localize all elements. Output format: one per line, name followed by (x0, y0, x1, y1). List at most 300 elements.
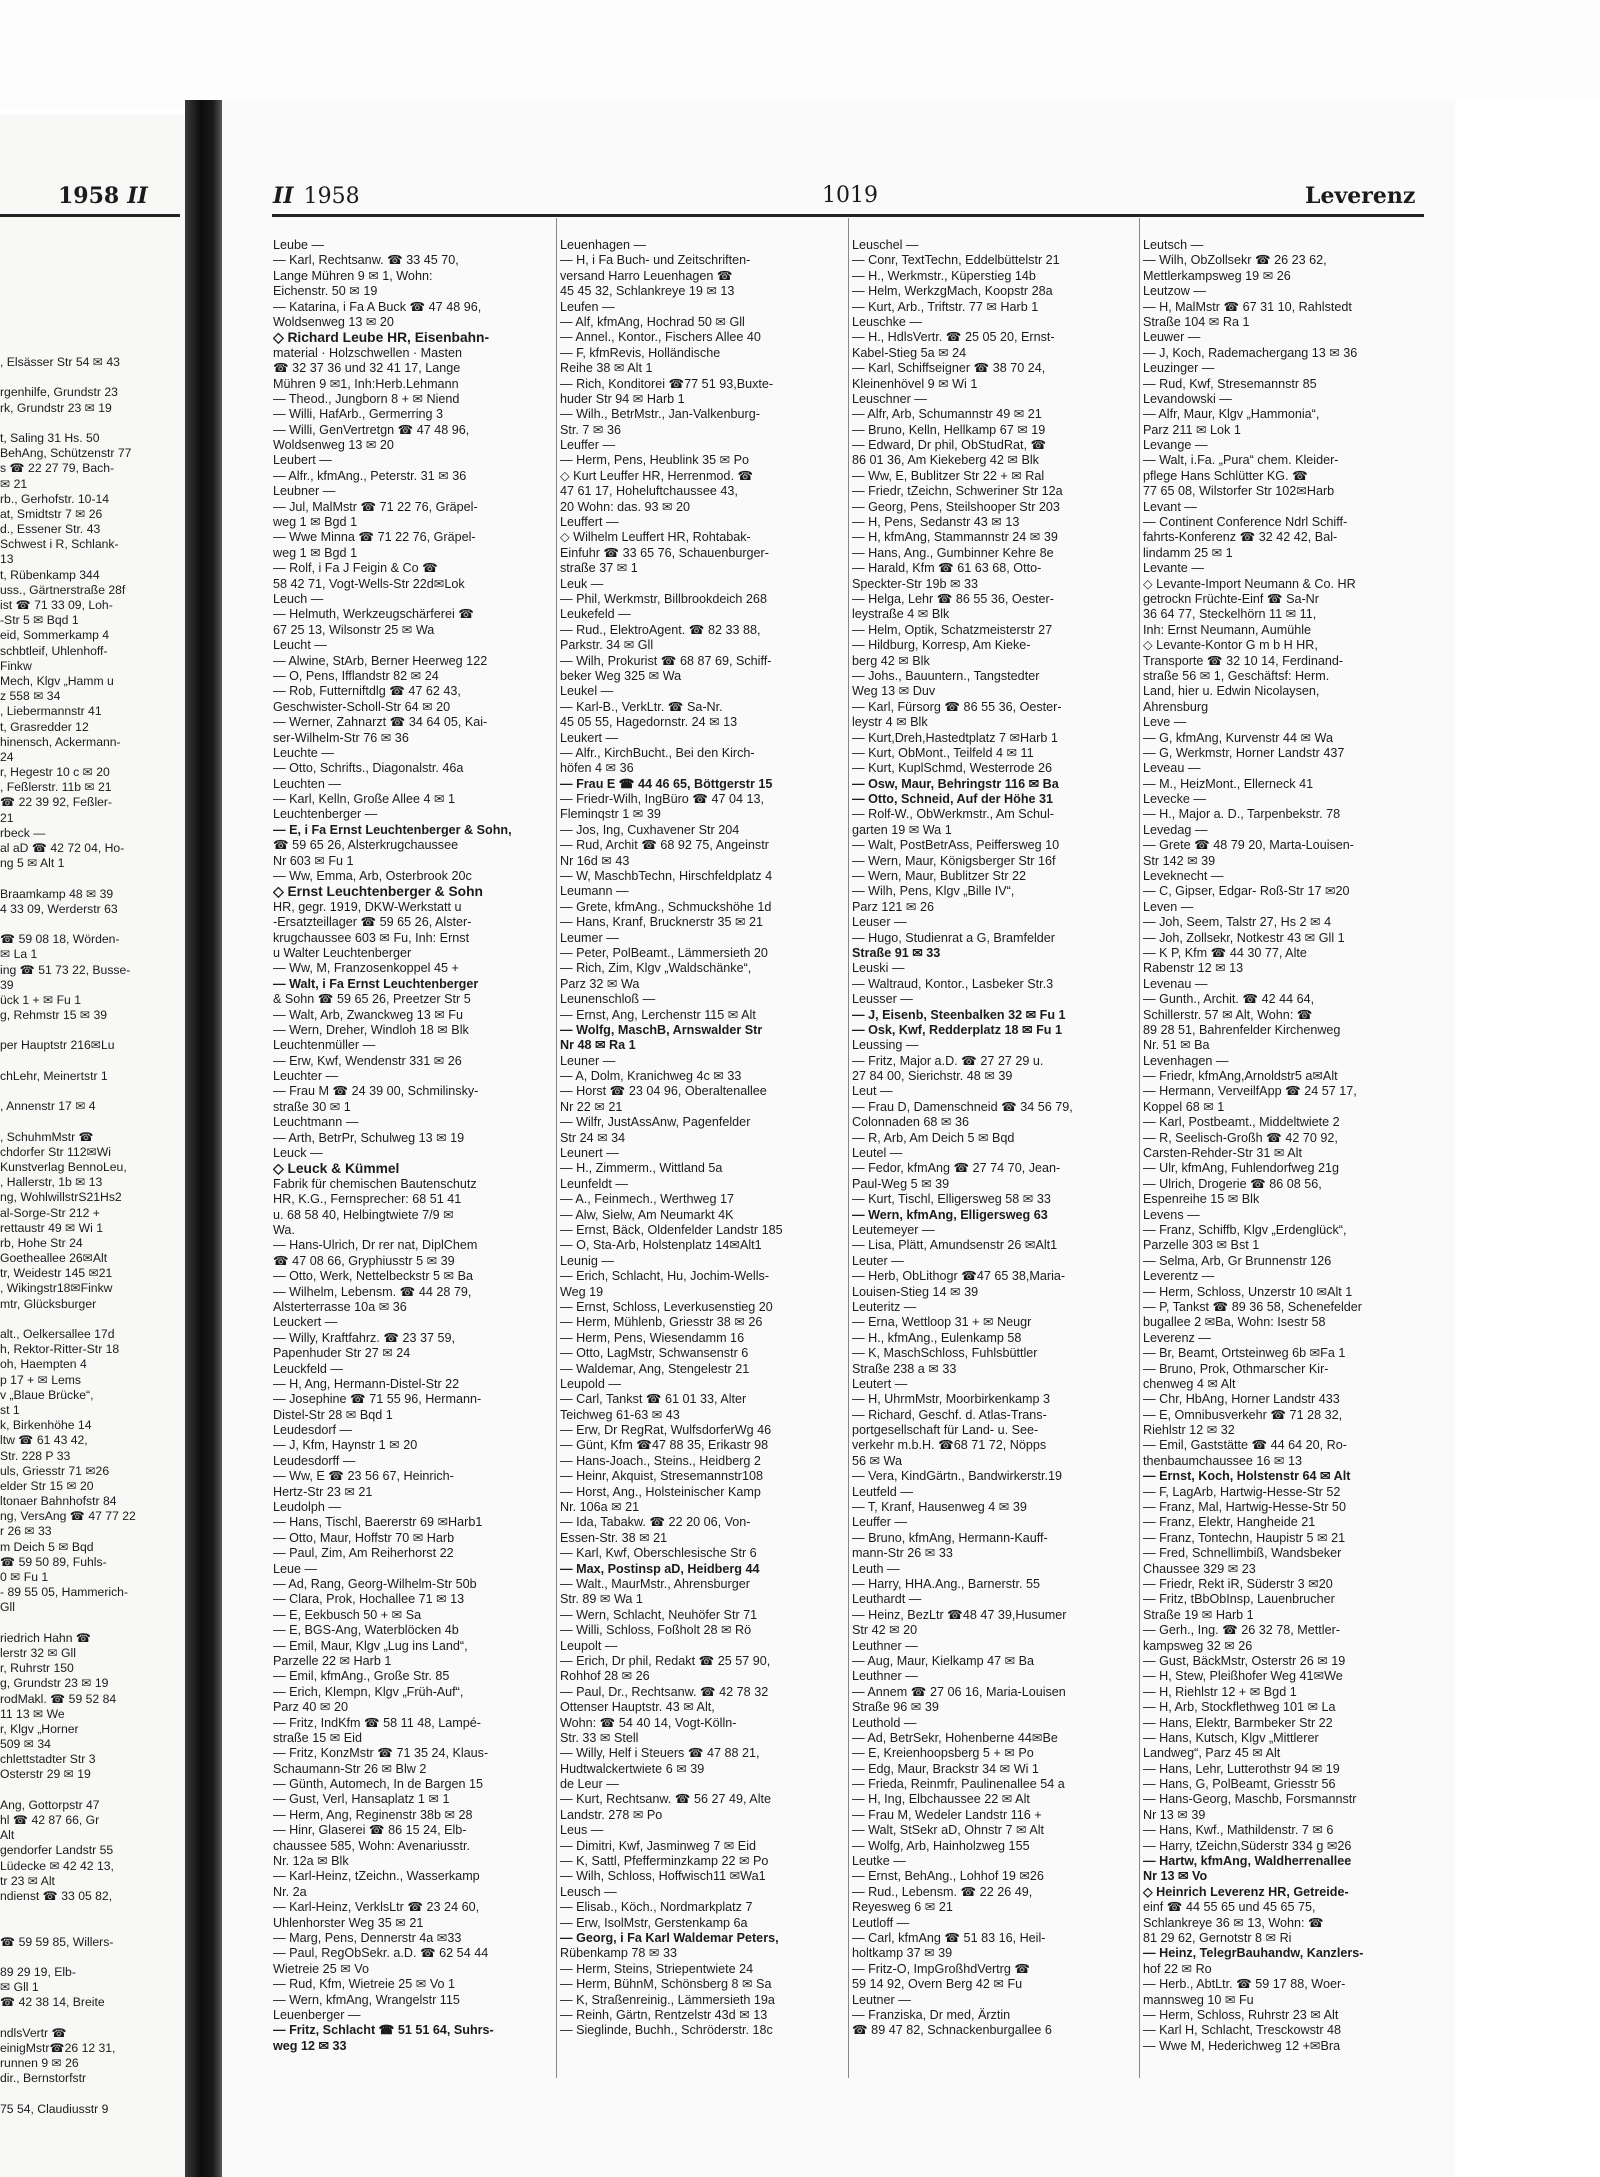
directory-entry-line: — Hans, Kutsch, Klgv „Mittlerer (1143, 1730, 1319, 1745)
directory-entry-line: Straße 91 ✉ 33 (852, 945, 941, 960)
directory-entry-line: — Wilh., BetrMstr., Jan-Valkenburg- (560, 407, 760, 422)
directory-entry-line: — F, kfmRevis, Holländische (560, 345, 721, 360)
previous-page-line: rgenhilfe, Grundstr 23 (0, 385, 118, 400)
directory-entry-line: — Georg, i Fa Karl Waldemar Peters, (560, 1930, 779, 1945)
directory-entry-line: Leuzinger — (1143, 361, 1215, 376)
previous-page-line: Goetheallee 26✉Alt (0, 1251, 108, 1266)
directory-entry-line: — Kurt, Rechtsanw. ☎ 56 27 49, Alte (560, 1792, 771, 1807)
previous-page-line: ltonaer Bahnhofstr 84 (0, 1494, 117, 1509)
directory-entry-line: — J, Eisenb, Steenbalken 32 ✉ Fu 1 (852, 1007, 1066, 1022)
previous-page-line: 13 (0, 552, 14, 567)
directory-entry-line: Kleinenhövel 9 ✉ Wi 1 (852, 376, 978, 391)
directory-entry-line: Str 24 ✉ 34 (560, 1130, 626, 1145)
directory-entry-line: Carsten-Rehder-Str 31 ✉ Alt (1143, 1146, 1302, 1161)
directory-entry-line: Leuter — (852, 1253, 904, 1268)
previous-page-line: per Hauptstr 216✉Lu (0, 1038, 115, 1053)
directory-entry-line: — Friedr, kfmAng,Arnoldstr5 a✉Alt (1143, 1069, 1338, 1084)
directory-entry-line: — Hans-Ulrich, Dr rer nat, DiplChem (273, 1238, 478, 1253)
directory-entry-line: — Franz, Elektr, Hangheide 21 (1143, 1515, 1316, 1530)
directory-entry-line: — J, Kfm, Haynstr 1 ✉ 20 (273, 1438, 418, 1453)
directory-entry-line: Levenhagen — (1143, 1053, 1229, 1068)
previous-page-line: uls, Griesstr 71 ✉26 (0, 1463, 110, 1478)
directory-entry-line: Parz 211 ✉ Lok 1 (1143, 422, 1241, 437)
directory-entry-line: Leupold — (560, 1376, 621, 1391)
directory-entry-line: — Erich, Klempn, Klgv „Früh-Auf“, (273, 1684, 464, 1699)
directory-entry-line: höfen 4 ✉ 36 (560, 761, 634, 776)
directory-entry-line: — Clara, Prok, Hochallee 71 ✉ 13 (273, 1592, 465, 1607)
previous-page-line (0, 2086, 185, 2101)
directory-entry-line: Speckter-Str 19b ✉ 33 (852, 576, 979, 591)
directory-entry-line: — Herm, Mühlenb, Griesstr 38 ✉ 26 (560, 1315, 763, 1330)
directory-entry-line: — Alwine, StArb, Berner Heerweg 122 (273, 653, 488, 668)
directory-entry-line: — Otto, Schrifts., Diagonalstr. 46a (273, 761, 464, 776)
directory-entry-line: — Otto, Schneid, Auf der Höhe 31 (852, 792, 1054, 807)
directory-entry-line: — Friedr-Wilh, IngBüro ☎ 47 04 13, (560, 792, 764, 807)
directory-entry-line: — Werner, Zahnarzt ☎ 34 64 05, Kai- (273, 715, 488, 730)
directory-entry-line: — Hans-Joach., Steins., Heidberg 2 (560, 1453, 761, 1468)
directory-entry-line: — Frau M ☎ 24 39 00, Schmilinsky- (273, 1084, 479, 1099)
directory-entry-line: — Wolfg, MaschB, Arnswalder Str (560, 1022, 763, 1037)
directory-entry-line: Leuthardt — (852, 1592, 922, 1607)
directory-entry-line: — O, Pens, Ifflandstr 82 ✉ 24 (273, 668, 439, 683)
previous-page-line: tr, Weidestr 145 ✉21 (0, 1266, 113, 1281)
directory-entry-line: — Paul, Zim, Am Reiherhorst 22 (273, 1546, 454, 1561)
directory-entry-line: — Wilhelm, Lebensm. ☎ 44 28 79, (273, 1284, 472, 1299)
directory-entry-line: — H, Ang, Hermann-Distel-Str 22 (273, 1376, 460, 1391)
directory-entry-line: — Wilfr, JustAssAnw, Pagenfelder (560, 1115, 751, 1130)
page-number: 1019 (822, 183, 878, 208)
directory-entry-line: krugchaussee 603 ✉ Fu, Inh: Ernst (273, 930, 470, 945)
previous-page-line (0, 1616, 185, 1631)
previous-page-line: ltw ☎ 61 43 42, (0, 1433, 88, 1448)
directory-entry-line: — Paul, RegObSekr. a.D. ☎ 62 54 44 (273, 1946, 489, 1961)
directory-entry-line: — Joh, Seem, Talstr 27, Hs 2 ✉ 4 (1143, 915, 1332, 930)
directory-entry-line: — Gust, BäckMstr, Osterstr 26 ✉ 19 (1143, 1653, 1346, 1668)
directory-entry-line: — Josephine ☎ 71 55 96, Hermann- (273, 1392, 482, 1407)
directory-entry-line: Leutzow — (1143, 284, 1206, 299)
directory-entry-line: Inh: Ernst Neumann, Aumühle (1143, 622, 1312, 637)
directory-entry-line: Hertz-Str 23 ✉ 21 (273, 1484, 373, 1499)
directory-entry-line: — Franz, Mal, Hartwig-Hesse-Str 50 (1143, 1500, 1346, 1515)
directory-entry-line: — Herm, Ang, Reginenstr 38b ✉ 28 (273, 1807, 473, 1822)
directory-entry-line: Leveau — (1143, 761, 1201, 776)
previous-page-line: Finkw (0, 658, 32, 673)
directory-entry-line: Fleminqstr 1 ✉ 39 (560, 807, 661, 822)
directory-entry-line: — Erw, IsolMstr, Gerstenkamp 6a (560, 1915, 748, 1930)
previous-page-line: Ang, Gottorpstr 47 (0, 1797, 100, 1812)
directory-entry-line: — Fritz, KonzMstr ☎ 71 35 24, Klaus- (273, 1746, 489, 1761)
directory-entry-line: Weg 13 ✉ Duv (852, 684, 936, 699)
directory-entry-line: — Friedr, tZeichn, Schweriner Str 12a (852, 484, 1063, 499)
directory-entry-line: Leuffer — (560, 438, 616, 453)
directory-entry-line: — Hinr, Glaserei ☎ 86 15 24, Elb- (273, 1823, 467, 1838)
directory-entry-line: Riehlstr 12 ✉ 32 (1143, 1423, 1235, 1438)
previous-page-line (0, 1904, 185, 1919)
directory-entry-line: — J, Koch, Rademachergang 13 ✉ 36 (1143, 345, 1358, 360)
directory-entry-line: — Wilh, Schloss, Hoffwisch11 ✉Wa1 (560, 1869, 766, 1884)
directory-entry-line: — Walt, i.Fa. „Pura“ chem. Kleider- (1143, 453, 1339, 468)
directory-entry-line: -Ersatzteillager ☎ 59 65 26, Alster- (273, 915, 472, 930)
directory-entry-line: 77 65 08, Wilstorfer Str 102✉Harb (1143, 484, 1335, 499)
directory-entry-line: — Selma, Arb, Gr Brunnenstr 126 (1143, 1253, 1332, 1268)
previous-page-line: , Elsässer Str 54 ✉ 43 (0, 355, 120, 369)
directory-entry-line: Woldsenweg 13 ✉ 20 (273, 438, 394, 453)
directory-entry-line: Parz 121 ✉ 26 (852, 899, 934, 914)
previous-page-line: rbeck — (0, 825, 46, 840)
directory-entry-line: Chaussee 329 ✉ 23 (1143, 1561, 1256, 1576)
previous-page-line (0, 1023, 185, 1038)
directory-entry-line: Leupolt — (560, 1638, 618, 1653)
directory-entry-line: ◇ Levante-Import Neumann & Co. HR (1143, 576, 1356, 591)
directory-entry-line: — Emil, Maur, Klgv „Lug ins Land“, (273, 1638, 468, 1653)
directory-entry-line: — Lisa, Plätt, Amundsenstr 26 ✉Alt1 (852, 1238, 1058, 1253)
directory-entry-line: ◇ Levante-Kontor G m b H HR, (1143, 638, 1318, 653)
previous-page-line: eid, Sommerkamp 4 (0, 628, 110, 643)
directory-entry-line: Eichenstr. 50 ✉ 19 (273, 284, 378, 299)
directory-entry-line: — Erich, Schlacht, Hu, Jochim-Wells- (560, 1269, 770, 1284)
directory-entry-line: & Sohn ☎ 59 65 26, Preetzer Str 5 (273, 992, 471, 1007)
directory-entry-line: — H, Riehlstr 12 + ✉ Bgd 1 (1143, 1684, 1297, 1699)
directory-entry-line: weg 1 ✉ Bgd 1 (273, 515, 358, 530)
previous-page-line: st 1 (0, 1402, 20, 1417)
directory-entry-line: — H, MalMstr ☎ 67 31 10, Rahlstedt (1143, 299, 1352, 314)
directory-entry-line: Nr 13 ✉ Vo (1143, 1869, 1208, 1884)
previous-page-line: t, Grasredder 12 (0, 719, 89, 734)
directory-entry-line: Leuschke — (852, 314, 923, 329)
previous-page-line: einigMstr☎26 12 31, (0, 2040, 116, 2055)
previous-page-line: t, Saling 31 Hs. 50 (0, 430, 100, 445)
directory-entry-line: Rabenstr 12 ✉ 13 (1143, 961, 1244, 976)
previous-page-line: ück 1 + ✉ Fu 1 (0, 992, 82, 1007)
directory-entry-line: — A, Dolm, Kranichweg 4c ✉ 33 (560, 1069, 742, 1084)
directory-entry-line: — Wern, kfmAng, Wrangelstr 115 (273, 1992, 460, 2007)
previous-page-line (0, 2010, 185, 2025)
previous-page-line: p 17 + ✉ Lems (0, 1372, 82, 1387)
directory-entry-line: u Walter Leuchtenberger (273, 945, 412, 960)
directory-entry-line: Leuchtenmüller — (273, 1038, 376, 1053)
directory-entry-line: Wohn: ☎ 54 40 14, Vogt-Kölln- (560, 1715, 737, 1730)
directory-entry-line: fahrts-Konferenz ☎ 32 42 42, Bal- (1143, 530, 1338, 545)
directory-entry-line: — Franz, Schiffb, Klgv „Erdenglück“, (1143, 1223, 1347, 1237)
directory-entry-line: — Marg, Pens, Dennerstr 4a ✉33 (273, 1930, 462, 1945)
directory-entry-line: Rübenkamp 78 ✉ 33 (560, 1946, 677, 1961)
directory-entry-line: — Herm, Steins, Striepentwiete 24 (560, 1961, 754, 1976)
directory-entry-line: Leuthner — (852, 1669, 918, 1684)
directory-entry-line: — Continent Conference Ndrl Schiff- (1143, 515, 1348, 530)
directory-entry-line: — Fritz-O, ImpGroßhdVertrg ☎ (852, 1961, 1031, 1976)
directory-entry-line: Landstr. 278 ✉ Po (560, 1807, 663, 1822)
directory-entry-line: Levandowski — (1143, 391, 1232, 406)
directory-entry-line: 89 28 51, Bahrenfelder Kirchenweg (1143, 1022, 1341, 1037)
directory-entry-line: — Grete ☎ 48 79 20, Marta-Louisen- (1143, 838, 1354, 853)
directory-entry-line: — Waldemar, Ang, Stengelestr 21 (560, 1361, 750, 1376)
directory-column-3 (852, 238, 1122, 2078)
directory-entry-line: — Karl, Rechtsanw. ☎ 33 45 70, (273, 253, 459, 268)
previous-page-line: al-Sorge-Str 212 + (0, 1205, 100, 1220)
directory-entry-line: Leuwer — (1143, 330, 1201, 345)
directory-entry-line: Reyesweg 6 ✉ 21 (852, 1900, 953, 1915)
directory-entry-line: Nr 48 ✉ Ra 1 (560, 1038, 636, 1053)
directory-entry-line: — Wern, Maur, Bublitzer Str 22 (852, 869, 1027, 884)
directory-entry-line: einf ☎ 44 55 65 und 45 65 75, (1143, 1900, 1316, 1915)
previous-page-line: elder Str 15 ✉ 20 (0, 1478, 94, 1493)
previous-page-line: d., Essener Str. 43 (0, 522, 101, 537)
previous-page-line: 89 29 19, Elb- (0, 1964, 76, 1979)
previous-page-line: runnen 9 ✉ 26 (0, 2056, 79, 2070)
directory-entry-line: Leusser — (852, 992, 913, 1007)
directory-entry-line: Ottenser Hauptstr. 43 ✉ Alt, (560, 1700, 715, 1715)
previous-page-header (58, 183, 148, 209)
directory-entry-line: — Joh, Zollsekr, Notkestr 43 ✉ Gll 1 (1143, 930, 1345, 945)
directory-entry-line: Leukefeld — (560, 607, 631, 622)
directory-entry-line: Leumer — (560, 930, 619, 945)
previous-page-line: rb., Gerhofstr. 10-14 (0, 491, 110, 506)
directory-entry-line: Leuckfeld — (273, 1361, 344, 1376)
previous-page-line (0, 917, 185, 932)
directory-entry-line: — Frieda, Reinmfr, Paulinenallee 54 a (852, 1777, 1065, 1792)
directory-column-4 (1143, 238, 1413, 2078)
directory-entry-line: — Alfr., kfmAng., Peterstr. 31 ✉ 36 (273, 468, 467, 483)
directory-entry-line: — Walt, i Fa Ernst Leuchtenberger (273, 976, 479, 991)
directory-entry-line: — Edward, Dr phil, ObStudRat, ☎ (852, 438, 1047, 453)
book-binding (185, 100, 225, 2177)
directory-entry-line: — Rud, Kwf, Stresemannstr 85 (1143, 376, 1317, 391)
directory-entry-line: — Hans, Tischl, Baererstr 69 ✉Harb1 (273, 1515, 483, 1530)
previous-page-line (0, 1783, 185, 1798)
directory-entry-line: weg 1 ✉ Bgd 1 (273, 545, 358, 560)
previous-page-line: oh, Haempten 4 (0, 1357, 87, 1372)
directory-entry-line: — Alw, Sielw, Am Neumarkt 4K (560, 1207, 734, 1222)
directory-entry-line: Leverentz — (1143, 1269, 1215, 1284)
directory-entry-line: Leutsch — (1143, 238, 1204, 252)
directory-entry-line: — Alfr., KirchBucht., Bei den Kirch- (560, 745, 755, 760)
directory-entry-line: Leuchte — (273, 745, 334, 760)
directory-entry-line: Distel-Str 28 ✉ Bqd 1 (273, 1407, 393, 1422)
directory-entry-line: ◇ Heinrich Leverenz HR, Getreide- (1143, 1884, 1349, 1899)
directory-entry-line: — Ernst, Ang, Lerchenstr 115 ✉ Alt (560, 1007, 756, 1022)
directory-entry-line: — Carl, kfmAng ☎ 51 83 16, Heil- (852, 1930, 1046, 1945)
directory-entry-line: Parz 40 ✉ 20 (273, 1700, 348, 1715)
directory-entry-line: — Willi, HafArb., Germerring 3 (273, 407, 444, 422)
directory-entry-line: 27 84 00, Sierichstr. 48 ✉ 39 (852, 1069, 1013, 1084)
directory-entry-line: Leveknecht — (1143, 869, 1224, 884)
directory-entry-line: — O, Sta-Arb, Holstenplatz 14✉Alt1 (560, 1238, 762, 1253)
previous-page-text (0, 355, 185, 2117)
directory-entry-line: — Johs., Bauuntern., Tangstedter (852, 668, 1040, 683)
previous-page-line: ☎ 59 08 18, Wörden- (0, 932, 120, 947)
directory-entry-line: — Ad, BetrSekr, Hohenberne 44✉Be (852, 1730, 1058, 1745)
directory-entry-line: Leuser — (852, 915, 907, 930)
directory-entry-line: — Wern, Dreher, Windloh 18 ✉ Blk (273, 1022, 469, 1037)
previous-page-line: 4 33 09, Werderstr 63 (0, 901, 118, 916)
directory-entry-line: — Alf, kfmAng, Hochrad 50 ✉ Gll (560, 314, 745, 329)
previous-page-line: rb, Hohe Str 24 (0, 1235, 83, 1250)
directory-entry-line: Leunenschloß — (560, 992, 656, 1007)
directory-entry-line: Papenhuder Str 27 ✉ 24 (273, 1346, 411, 1361)
directory-entry-line: Levante — (1143, 561, 1204, 576)
directory-entry-line: — Hans-Georg, Maschb, Forsmannstr (1143, 1792, 1357, 1807)
directory-entry-line: — Kurt, KuplSchmd, Westerrode 26 (852, 761, 1052, 776)
directory-entry-line: — Fred, Schnellimbiß, Wandsbeker (1143, 1546, 1342, 1561)
directory-entry-line: Weg 19 (560, 1284, 604, 1299)
directory-entry-line: — H, Pens, Sedanstr 43 ✉ 13 (852, 515, 1020, 530)
directory-entry-line: — Ww, Emma, Arb, Osterbrook 20c (273, 869, 472, 884)
previous-page-line: gendorfer Landstr 55 (0, 1843, 114, 1858)
previous-page-line: schbtleif, Uhlenhoff- (0, 643, 108, 658)
previous-page-line: r, Klgv „Horner (0, 1721, 79, 1736)
directory-entry-line: — Aug, Maur, Kielkamp 47 ✉ Ba (852, 1653, 1035, 1668)
directory-entry-line: mann-Str 26 ✉ 33 (852, 1546, 953, 1561)
directory-entry-line: — Karl-Heinz, VerklsLtr ☎ 23 24 60, (273, 1900, 480, 1915)
directory-entry-line: kampsweg 32 ✉ 26 (1143, 1638, 1253, 1653)
directory-entry-line: — Hans, Ang., Gumbinner Kehre 8e (852, 545, 1054, 560)
previous-page-line: , Liebermannstr 41 (0, 704, 102, 719)
directory-entry-line: — Georg, Pens, Steilshooper Str 203 (852, 499, 1060, 514)
directory-entry-line: Ahrensburg (1143, 699, 1209, 714)
directory-entry-line: Leuffer — (852, 1515, 908, 1530)
directory-entry-line: versand Harro Leuenhagen ☎ (560, 268, 733, 283)
directory-entry-line: Woldsenweg 13 ✉ 20 (273, 314, 394, 329)
directory-entry-line: Paul-Weg 5 ✉ 39 (852, 1176, 950, 1191)
directory-entry-line: Schlankreye 36 ✉ 13, Wohn: ☎ (1143, 1915, 1324, 1930)
directory-entry-line: Schaumann-Str 26 ✉ Blw 2 (273, 1761, 427, 1776)
directory-entry-line: — Helga, Lehr ☎ 86 55 36, Oester- (852, 591, 1054, 606)
directory-entry-line: Leunig — (560, 1253, 614, 1268)
directory-entry-line: — A., Feinmech., Werthweg 17 (560, 1192, 735, 1207)
directory-entry-line: ◇ Richard Leube HR, Eisenbahn- (273, 330, 490, 346)
directory-entry-line: — Karl H, Schlacht, Tresckowstr 48 (1143, 2023, 1342, 2038)
directory-entry-line: — Willy, Helf i Steuers ☎ 47 88 21, (560, 1746, 760, 1761)
directory-entry-line: — Kurt,Dreh,Hastedtplatz 7 ✉Harb 1 (852, 730, 1058, 745)
directory-entry-line: ☎ 59 65 26, Alsterkrugchaussee (273, 838, 459, 853)
directory-entry-line: — M., HeizMont., Ellerneck 41 (1143, 776, 1314, 791)
directory-entry-line: — E, i Fa Ernst Leuchtenberger & Sohn, (273, 822, 512, 837)
directory-entry-line: Leutke — (852, 1854, 906, 1869)
directory-entry-line: — K, Straßenreinig., Lämmersieth 19a (560, 1992, 775, 2007)
previous-page-line: 75 54, Claudiusstr 9 (0, 2101, 109, 2116)
volume-roman: II (273, 183, 294, 209)
previous-page-line: al aD ☎ 42 72 04, Ho- (0, 841, 125, 855)
previous-page-line: ✉ La 1 (0, 947, 38, 962)
directory-entry-line: — Karl-Heinz, tZeichn., Wasserkamp (273, 1869, 480, 1884)
directory-entry-line: — P, Tankst ☎ 89 36 58, Schenefelder (1143, 1299, 1362, 1314)
directory-entry-line: — Karl, Schiffseigner ☎ 38 70 24, (852, 361, 1046, 376)
directory-entry-line: — H., kfmAng., Eulenkamp 58 (852, 1330, 1022, 1345)
header-year: 1958 (303, 184, 360, 209)
previous-page-line: rettaustr 49 ✉ Wi 1 (0, 1220, 104, 1235)
directory-entry-line: — Walt, Arb, Zwanckweg 13 ✉ Fu (273, 1007, 463, 1022)
directory-entry-line: Nr 603 ✉ Fu 1 (273, 853, 354, 868)
directory-entry-line: — Gerh., Ing. ☎ 26 32 78, Mettler- (1143, 1623, 1340, 1638)
directory-entry-line: Leutner — (852, 1992, 911, 2007)
directory-entry-line: Uhlenhorster Weg 35 ✉ 21 (273, 1915, 424, 1930)
directory-entry-line: — Hans, Kwf., Mathildenstr. 7 ✉ 6 (1143, 1823, 1334, 1838)
directory-entry-line: 47 61 17, Hoheluftchaussee 43, (560, 484, 738, 499)
previous-page-line: v „Blaue Brücke“, (0, 1387, 94, 1402)
scan-right-margin (1455, 100, 1600, 2177)
directory-entry-line: — K, Sattl, Pfefferminzkamp 22 ✉ Po (560, 1854, 769, 1869)
directory-entry-line: Levedag — (1143, 822, 1208, 837)
directory-entry-line: — Fritz, Major a.D. ☎ 27 27 29 u. (852, 1053, 1044, 1068)
previous-page-line: 39 (0, 977, 14, 992)
directory-entry-line: HR, K.G., Fernsprecher: 68 51 41 (273, 1192, 462, 1207)
directory-entry-line: — Wilh, Pens, Klgv „Bille IV“, (852, 884, 1015, 899)
directory-entry-line: — H, UhrmMstr, Moorbirkenkamp 3 (852, 1392, 1051, 1407)
directory-entry-line: — Ulr, kfmAng, Fuhlendorfweg 21g (1143, 1161, 1339, 1176)
directory-entry-line: Parkstr. 34 ✉ Gll (560, 638, 654, 653)
directory-entry-line: Leubner — (273, 484, 336, 499)
directory-entry-line: — Heinz, TelegrBauhandw, Kanzlers- (1143, 1946, 1364, 1961)
directory-entry-line: leystr 4 ✉ Blk (852, 715, 928, 730)
directory-entry-line: Reihe 38 ✉ Alt 1 (560, 361, 653, 376)
directory-entry-line: ☎ 47 08 66, Gryphiusstr 5 ✉ 39 (273, 1253, 455, 1268)
directory-entry-line: — Ulrich, Drogerie ☎ 86 08 56, (1143, 1176, 1322, 1191)
directory-entry-line: Espenreihe 15 ✉ Blk (1143, 1192, 1260, 1207)
directory-entry-line: — Fritz, tBbObInsp, Lauenbrucher (1143, 1592, 1335, 1607)
directory-entry-line: straße 15 ✉ Eid (273, 1730, 362, 1745)
directory-entry-line: Teichweg 61-63 ✉ 43 (560, 1407, 680, 1422)
directory-entry-line: — G, kfmAng, Kurvenstr 44 ✉ Wa (1143, 730, 1333, 745)
directory-entry-line: 86 01 36, Am Kiekeberg 42 ✉ Blk (852, 453, 1039, 468)
directory-entry-line: — Herm, Schloss, Unzerstr 10 ✉Alt 1 (1143, 1284, 1353, 1299)
directory-entry-line: — Herm, Pens, Wiesendamm 16 (560, 1330, 745, 1345)
directory-entry-line: — T, Kranf, Hausenweg 4 ✉ 39 (852, 1500, 1027, 1515)
directory-entry-line: — Erw, Kwf, Wendenstr 331 ✉ 26 (273, 1053, 462, 1068)
previous-page-line: 509 ✉ 34 (0, 1737, 51, 1752)
column-divider (848, 218, 849, 2078)
previous-page-line: -Str 5 ✉ Bqd 1 (0, 613, 79, 628)
directory-entry-line: — Rich, Zim, Klgv „Waldschänke“, (560, 961, 752, 976)
directory-entry-line: — Otto, LagMstr, Schwansenstr 6 (560, 1346, 749, 1361)
directory-entry-line: — Ernst, BehAng., Lohhof 19 ✉26 (852, 1869, 1044, 1884)
previous-page-line: Braamkamp 48 ✉ 39 (0, 886, 114, 901)
directory-entry-line: Essen-Str. 38 ✉ 21 (560, 1530, 668, 1545)
previous-page-line (0, 1919, 185, 1934)
directory-entry-line: — Br, Beamt, Ortsteinweg 6b ✉Fa 1 (1143, 1346, 1346, 1361)
directory-entry-line: Leudolph — (273, 1500, 341, 1515)
directory-entry-line: — Helm, WerkzgMach, Koopstr 28a (852, 284, 1053, 299)
directory-entry-line: — Annel., Kontor., Fischers Allee 40 (560, 330, 761, 345)
directory-entry-line: Leutel — (852, 1146, 903, 1161)
directory-entry-line: — Bruno, kfmAng, Hermann-Kauff- (852, 1530, 1048, 1545)
previous-page-line: s ☎ 22 27 79, Bach- (0, 461, 115, 476)
directory-entry-line: — Karl, Kwf, Oberschlesische Str 6 (560, 1546, 757, 1561)
directory-entry-line: — Harald, Kfm ☎ 61 63 68, Otto- (852, 561, 1042, 576)
directory-entry-line: — Erna, Wettloop 31 + ✉ Neugr (852, 1315, 1032, 1330)
directory-entry-line: — H, Stew, Pleißhofer Weg 41✉We (1143, 1669, 1343, 1684)
directory-entry-line: Koppel 68 ✉ 1 (1143, 1099, 1225, 1114)
directory-entry-line: — Wwe Minna ☎ 71 22 76, Gräpel- (273, 530, 476, 545)
directory-entry-line: — H, Arb, Stockflethweg 101 ✉ La (1143, 1700, 1336, 1715)
directory-entry-line: 59 14 92, Overn Berg 42 ✉ Fu (852, 1977, 1023, 1992)
directory-entry-line: Leverenz — (1143, 1330, 1211, 1345)
directory-entry-line: Leudesdorf — (273, 1423, 353, 1438)
directory-entry-line: Nr 22 ✉ 21 (560, 1099, 623, 1114)
directory-entry-line: Leve — (1143, 715, 1187, 730)
directory-entry-line: Levecke — (1143, 792, 1206, 807)
directory-entry-line: — Walt., MaurMstr., Ahrensburger (560, 1576, 750, 1591)
directory-entry-line: — Vera, KindGärtn., Bandwirkerstr.19 (852, 1469, 1062, 1484)
directory-entry-line: de Leur — (560, 1777, 619, 1792)
directory-entry-line: Leukel — (560, 684, 614, 699)
directory-entry-line: — Phil, Werkmstr, Billbrookdeich 268 (560, 591, 767, 606)
directory-entry-line: — Peter, PolBeamt., Lämmersieth 20 (560, 945, 768, 960)
directory-entry-line: — Hugo, Studienrat a G, Bramfelder (852, 930, 1055, 945)
directory-entry-line: — Elisab., Köch., Nordmarkplatz 7 (560, 1900, 753, 1915)
directory-entry-line: Leumann — (560, 884, 629, 899)
directory-entry-line: Levenau — (1143, 976, 1208, 991)
directory-entry-line: — Osk, Kwf, Redderplatz 18 ✉ Fu 1 (852, 1022, 1062, 1037)
